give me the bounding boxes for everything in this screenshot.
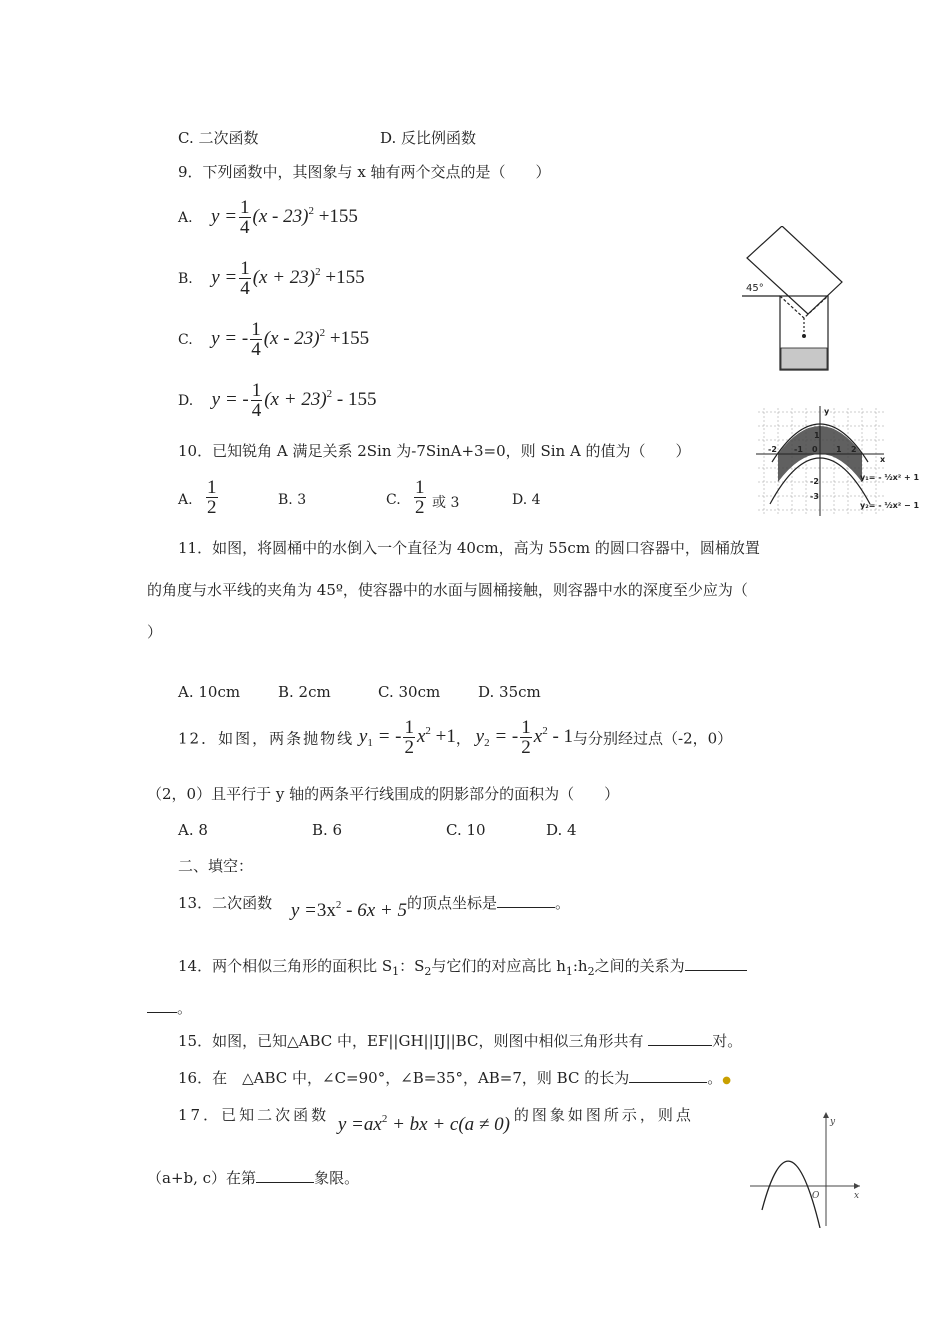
formula-const: +155 bbox=[329, 327, 370, 349]
frac-num: 1 bbox=[251, 319, 261, 340]
answer-blank[interactable] bbox=[147, 997, 177, 1013]
y-arrow bbox=[823, 1112, 829, 1118]
q11-option-d: D. 35cm bbox=[478, 683, 541, 701]
q11-option-b: B. 2cm bbox=[278, 683, 331, 701]
q13-end: 。 bbox=[555, 894, 571, 912]
subscript: 2 bbox=[587, 965, 595, 978]
q15-pre: 15．如图，已知△ABC 中，EF||GH||IJ||BC，则图中相似三角形共有 bbox=[178, 1032, 644, 1050]
exponent: 2 bbox=[425, 724, 431, 737]
fraction bbox=[239, 259, 251, 298]
tick-label: -1 bbox=[794, 445, 803, 454]
formula-eq: = - bbox=[494, 725, 519, 747]
var-y: y bbox=[475, 725, 485, 747]
y-label: y bbox=[824, 407, 830, 416]
q14-line1 bbox=[178, 955, 747, 976]
formula-body: ax bbox=[363, 1114, 382, 1135]
comma: ， bbox=[455, 729, 471, 748]
parabola-figure bbox=[754, 404, 938, 520]
formula-body: (x - 23) bbox=[263, 327, 320, 349]
q14-text: ：S bbox=[399, 957, 425, 975]
q8-option-c: C. 二次函数 bbox=[178, 129, 259, 147]
formula-const: +155 bbox=[318, 205, 358, 227]
q16-end: 。 bbox=[707, 1069, 723, 1087]
bucket-figure bbox=[742, 226, 848, 372]
x-label: x bbox=[880, 455, 886, 464]
formula-eq: = - bbox=[377, 725, 402, 747]
q13-formula bbox=[291, 900, 407, 921]
formula-lhs: y = bbox=[290, 900, 317, 921]
answer-blank[interactable] bbox=[648, 1030, 712, 1046]
tick-label: 2 bbox=[851, 445, 857, 454]
frac-num: 1 bbox=[207, 477, 217, 498]
option-label: C. bbox=[386, 492, 401, 508]
formula-body: 3x bbox=[316, 900, 336, 921]
q14-text: :h bbox=[572, 957, 588, 975]
formula-lhs: y = bbox=[211, 266, 238, 288]
equation-y1: y₁= - ½x² + 1 bbox=[860, 473, 920, 482]
frac-num: 1 bbox=[404, 717, 414, 738]
answer-blank[interactable] bbox=[685, 955, 747, 971]
option-label: A. bbox=[178, 492, 193, 508]
q10-stem: 10．已知锐角 A 满足关系 2Sin 为-7SinA+3=0，则 Sin A 的值为（ ） bbox=[178, 442, 691, 460]
frac-num: 1 bbox=[240, 258, 250, 279]
frac-den: 4 bbox=[240, 278, 250, 299]
fraction bbox=[520, 718, 532, 757]
exponent: 2 bbox=[308, 204, 314, 217]
q9-stem: 9．下列函数中，其图象与 x 轴有两个交点的是（ ） bbox=[178, 163, 551, 181]
y-label: y bbox=[830, 1117, 836, 1127]
q13-post: 的顶点坐标是 bbox=[406, 894, 497, 912]
answer-blank[interactable] bbox=[497, 892, 555, 908]
q12-option-b: B. 6 bbox=[312, 821, 343, 839]
frac-den: 4 bbox=[251, 339, 261, 360]
formula-const: +155 bbox=[325, 266, 365, 288]
fraction bbox=[403, 718, 415, 757]
q12-post: 与分别经过点（-2，0） bbox=[573, 729, 733, 748]
fraction bbox=[239, 198, 251, 237]
q12-pre: 12．如图，两条抛物线 bbox=[178, 729, 355, 748]
exponent: 2 bbox=[542, 724, 548, 737]
stray-dot: ● bbox=[722, 1075, 731, 1086]
q13-line bbox=[178, 892, 571, 921]
q8-option-d: D. 反比例函数 bbox=[380, 129, 477, 147]
q12-option-d: D. 4 bbox=[546, 821, 577, 839]
q17-pre: 17．已知二次函数 bbox=[178, 1106, 330, 1124]
frac-den: 2 bbox=[404, 737, 414, 758]
frac-den: 2 bbox=[207, 497, 217, 518]
q17-formula bbox=[338, 1114, 510, 1135]
frac-num: 1 bbox=[251, 380, 262, 401]
q10-c-fraction bbox=[414, 478, 426, 517]
q14-end: 。 bbox=[177, 999, 193, 1017]
var-y: y bbox=[358, 725, 368, 747]
frac-den: 2 bbox=[521, 737, 531, 758]
q9-option-c bbox=[178, 320, 369, 359]
equation-y2: y₂= - ½x² − 1 bbox=[860, 501, 920, 510]
tick-label: 1 bbox=[814, 431, 820, 440]
q10-option-b: B. 3 bbox=[278, 492, 307, 508]
frac-num: 1 bbox=[415, 477, 425, 498]
q10-option-d: D. 4 bbox=[512, 492, 541, 508]
q15-end: 对。 bbox=[712, 1032, 743, 1050]
option-label: A. bbox=[178, 209, 193, 226]
q11-option-a: A. 10cm bbox=[178, 683, 241, 701]
q17-post: 的图象如图所示，则点 bbox=[513, 1106, 694, 1124]
q17-line2-end: 象限。 bbox=[314, 1169, 360, 1187]
tick-label: -2 bbox=[768, 445, 777, 454]
dashed-lines bbox=[780, 296, 828, 318]
x-arrow bbox=[854, 1183, 860, 1189]
q9-d-formula bbox=[211, 380, 377, 421]
formula-body: (x + 23) bbox=[252, 266, 316, 288]
q17-line1 bbox=[178, 1104, 694, 1135]
q9-option-a bbox=[178, 198, 358, 237]
fraction bbox=[251, 381, 263, 420]
q15-line bbox=[178, 1030, 742, 1051]
q9-option-d bbox=[178, 381, 376, 420]
formula-const: - 155 bbox=[336, 388, 377, 410]
q12-line2: （2，0）且平行于 y 轴的两条平行线围成的阴影部分的面积为（ ） bbox=[147, 785, 620, 803]
option-label: D. bbox=[178, 392, 194, 409]
q17-line2 bbox=[147, 1167, 359, 1188]
q14-line2 bbox=[147, 997, 192, 1018]
answer-blank[interactable] bbox=[629, 1067, 707, 1083]
formula-tail: + bx + c(a ≠ 0) bbox=[392, 1114, 510, 1135]
exponent: 2 bbox=[315, 265, 321, 278]
q10-options bbox=[178, 478, 578, 526]
exponent: 2 bbox=[326, 387, 333, 400]
q11-option-c: C. 30cm bbox=[378, 683, 441, 701]
formula-body: (x + 23) bbox=[264, 388, 327, 410]
frac-num: 1 bbox=[521, 717, 531, 738]
q9-option-b bbox=[178, 259, 365, 298]
var-x: x bbox=[533, 725, 543, 747]
subscript: 1 bbox=[392, 965, 400, 978]
subscript: 2 bbox=[424, 965, 432, 978]
tick-label: 1 bbox=[836, 445, 842, 454]
q12-formula-1 bbox=[358, 717, 456, 758]
small-parabola-figure bbox=[748, 1108, 864, 1228]
formula-body: (x - 23) bbox=[252, 205, 309, 227]
q9-c-formula bbox=[211, 319, 370, 360]
tick-label: -2 bbox=[810, 477, 819, 486]
q9-a-formula bbox=[211, 197, 358, 238]
subscript: 1 bbox=[367, 736, 373, 749]
q11-line3: ） bbox=[147, 623, 163, 641]
q10-option-c-tail: 或 3 bbox=[432, 495, 460, 511]
option-label: C. bbox=[178, 331, 193, 348]
q12-line1 bbox=[178, 718, 732, 757]
option-label: B. bbox=[178, 270, 193, 287]
frac-den: 4 bbox=[240, 217, 250, 238]
frac-den: 4 bbox=[251, 400, 262, 421]
subscript: 2 bbox=[484, 736, 490, 749]
water bbox=[781, 348, 827, 369]
exponent: 2 bbox=[319, 326, 326, 339]
frac-num: 1 bbox=[240, 197, 250, 218]
section-title: 二、填空： bbox=[178, 857, 254, 875]
q11-line2: 的角度与水平线的夹角为 45º，使容器中的水面与圆桶接触，则容器中水的深度至少应为（ bbox=[147, 581, 748, 599]
formula-lhs: y = - bbox=[211, 327, 249, 349]
x-label: x bbox=[854, 1191, 860, 1201]
subscript: 1 bbox=[565, 965, 573, 978]
q16-line bbox=[178, 1067, 731, 1091]
tick-label: -3 bbox=[810, 492, 819, 501]
exponent: 2 bbox=[381, 1113, 388, 1125]
formula-const: +1 bbox=[435, 725, 456, 747]
angle-label: 45° bbox=[746, 283, 764, 294]
droplet bbox=[802, 334, 806, 338]
q12-formula-2 bbox=[475, 717, 574, 758]
origin-label: O bbox=[812, 1191, 820, 1201]
q12-option-a: A. 8 bbox=[178, 821, 208, 839]
formula-lhs: y = bbox=[211, 205, 238, 227]
q9-b-formula bbox=[211, 258, 365, 299]
exponent: 2 bbox=[335, 899, 342, 911]
var-x: x bbox=[416, 725, 426, 747]
tick-label: 0 bbox=[812, 445, 818, 454]
q14-text: 与它们的对应高比 h bbox=[431, 957, 566, 975]
formula-tail: - 6x + 5 bbox=[346, 900, 407, 921]
formula-const: - 1 bbox=[552, 725, 574, 747]
q14-text: 14．两个相似三角形的面积比 S bbox=[178, 957, 393, 975]
q12-option-c: C. 10 bbox=[446, 821, 486, 839]
formula-lhs: y = - bbox=[211, 388, 249, 410]
frac-den: 2 bbox=[415, 497, 425, 518]
q14-text: 之间的关系为 bbox=[594, 957, 685, 975]
fraction bbox=[250, 320, 262, 359]
q17-line2-pre: （a+b, c）在第 bbox=[147, 1169, 257, 1187]
answer-blank[interactable] bbox=[256, 1167, 314, 1183]
q11-line1: 11．如图，将圆桶中的水倒入一个直径为 40cm，高为 55cm 的圆口容器中，圆桶放置 bbox=[178, 539, 760, 557]
q13-pre: 13．二次函数 bbox=[178, 894, 273, 912]
formula-lhs: y = bbox=[337, 1114, 364, 1135]
q16-pre: 16．在 △ABC 中，∠C=90°，∠B=35°，AB=7，则 BC 的长为 bbox=[178, 1069, 630, 1087]
q10-a-fraction bbox=[206, 478, 218, 517]
